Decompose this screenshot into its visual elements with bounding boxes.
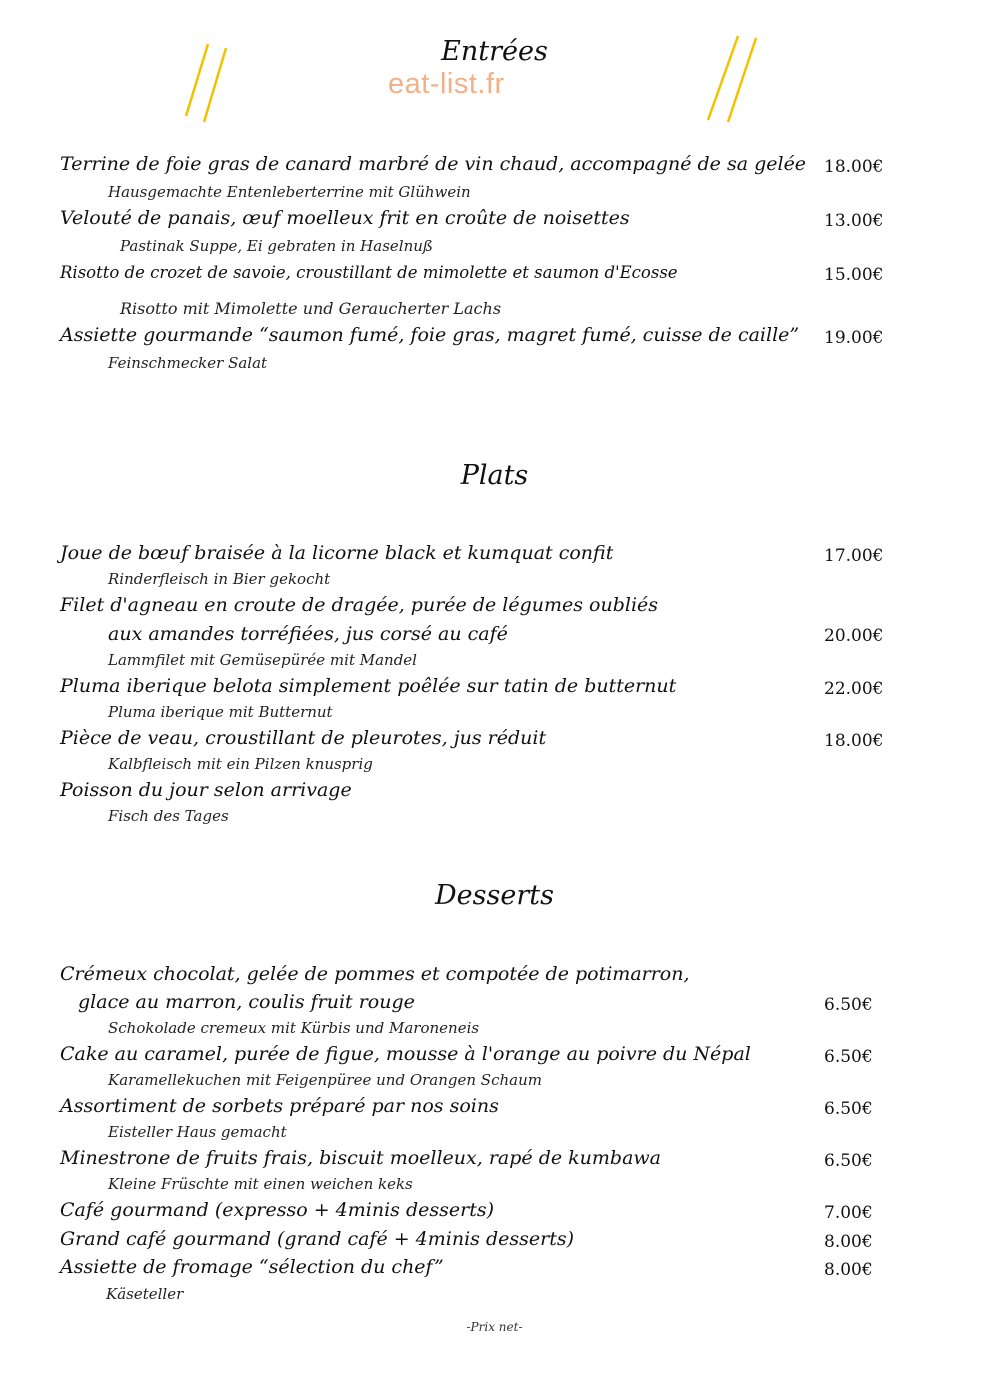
dish-price: 6.50€ [824,1151,873,1171]
section-title-plats: Plats [460,460,529,491]
dish-name: Minestrone de fruits frais, biscuit moelleux, rapé de kumbawa [60,1147,661,1169]
dish-translation: Pluma iberique mit Butternut [108,703,333,721]
dish-translation: Rinderfleisch in Bier gekocht [108,570,331,588]
dish-translation: Fisch des Tages [108,807,229,825]
section-title-desserts: Desserts [435,880,554,911]
dish-translation: Käseteller [106,1285,184,1303]
dish-translation: Risotto mit Mimolette und Geraucherter Lachs [120,299,502,318]
dish-translation: Karamellekuchen mit Feigenpüree und Orangen Schaum [108,1071,542,1089]
dish-name: Terrine de foie gras de canard marbré de vin chaud, accompagné de sa gelée [60,153,807,175]
dish-price: 18.00€ [824,157,884,177]
dish-name-continued: aux amandes torréfiées, jus corsé au café [108,623,508,645]
dish-price: 19.00€ [824,328,884,348]
dish-name: Crémeux chocolat, gelée de pommes et compotée de potimarron, [60,963,690,985]
dish-translation: Feinschmecker Salat [108,354,268,372]
dish-price: 7.00€ [824,1203,873,1223]
dish-name: Joue de bœuf braisée à la licorne black et kumquat confit [60,542,614,564]
dish-price: 6.50€ [824,995,873,1015]
watermark: eat-list.fr [388,68,505,100]
dish-price: 15.00€ [824,265,884,285]
dish-translation: Pastinak Suppe, Ei gebraten in Haselnuß [120,237,433,255]
dish-name: Poisson du jour selon arrivage [60,779,352,801]
dish-name: Risotto de crozet de savoie, croustillant de mimolette et saumon d'Ecosse [60,263,678,282]
dish-name: Assiette gourmande “saumon fumé, foie gras, magret fumé, cuisse de caille” [60,324,800,346]
dish-name: Grand café gourmand (grand café + 4minis desserts) [60,1228,575,1250]
section-title-entrees: Entrées [441,36,548,67]
dish-price: 8.00€ [824,1232,873,1252]
dish-name: Pièce de veau, croustillant de pleurotes, jus réduit [60,727,547,749]
dish-name: Pluma iberique belota simplement poêlée sur tatin de butternut [60,675,677,697]
dish-name: Café gourmand (expresso + 4minis desserts) [60,1199,495,1221]
dish-name: Assiette de fromage “sélection du chef” [60,1256,444,1278]
dish-translation: Schokolade cremeux mit Kürbis und Maroneneis [108,1019,480,1037]
dish-translation: Kalbfleisch mit ein Pilzen knusprig [108,755,373,773]
dish-translation: Hausgemachte Entenleberterrine mit Glühwein [108,183,471,201]
dish-price: 13.00€ [824,211,884,231]
dish-price: 18.00€ [824,731,884,751]
dish-name: Velouté de panais, œuf moelleux frit en croûte de noisettes [60,207,630,229]
dish-price: 20.00€ [824,626,884,646]
dish-translation: Lammfilet mit Gemüsepürée mit Mandel [108,651,417,669]
dish-translation: Eisteller Haus gemacht [108,1123,287,1141]
dish-price: 17.00€ [824,546,884,566]
footer-note: -Prix net- [466,1320,523,1334]
dish-translation: Kleine Früschte mit einen weichen keks [108,1175,413,1193]
dish-name-continued: glace au marron, coulis fruit rouge [78,991,415,1013]
dish-price: 8.00€ [824,1260,873,1280]
dish-price: 22.00€ [824,679,884,699]
dish-name: Filet d'agneau en croute de dragée, purée de légumes oubliés [60,594,659,616]
dish-price: 6.50€ [824,1047,873,1067]
dish-name: Cake au caramel, purée de figue, mousse à l'orange au poivre du Népal [60,1043,751,1065]
dish-name: Assortiment de sorbets préparé par nos soins [60,1095,499,1117]
dish-price: 6.50€ [824,1099,873,1119]
